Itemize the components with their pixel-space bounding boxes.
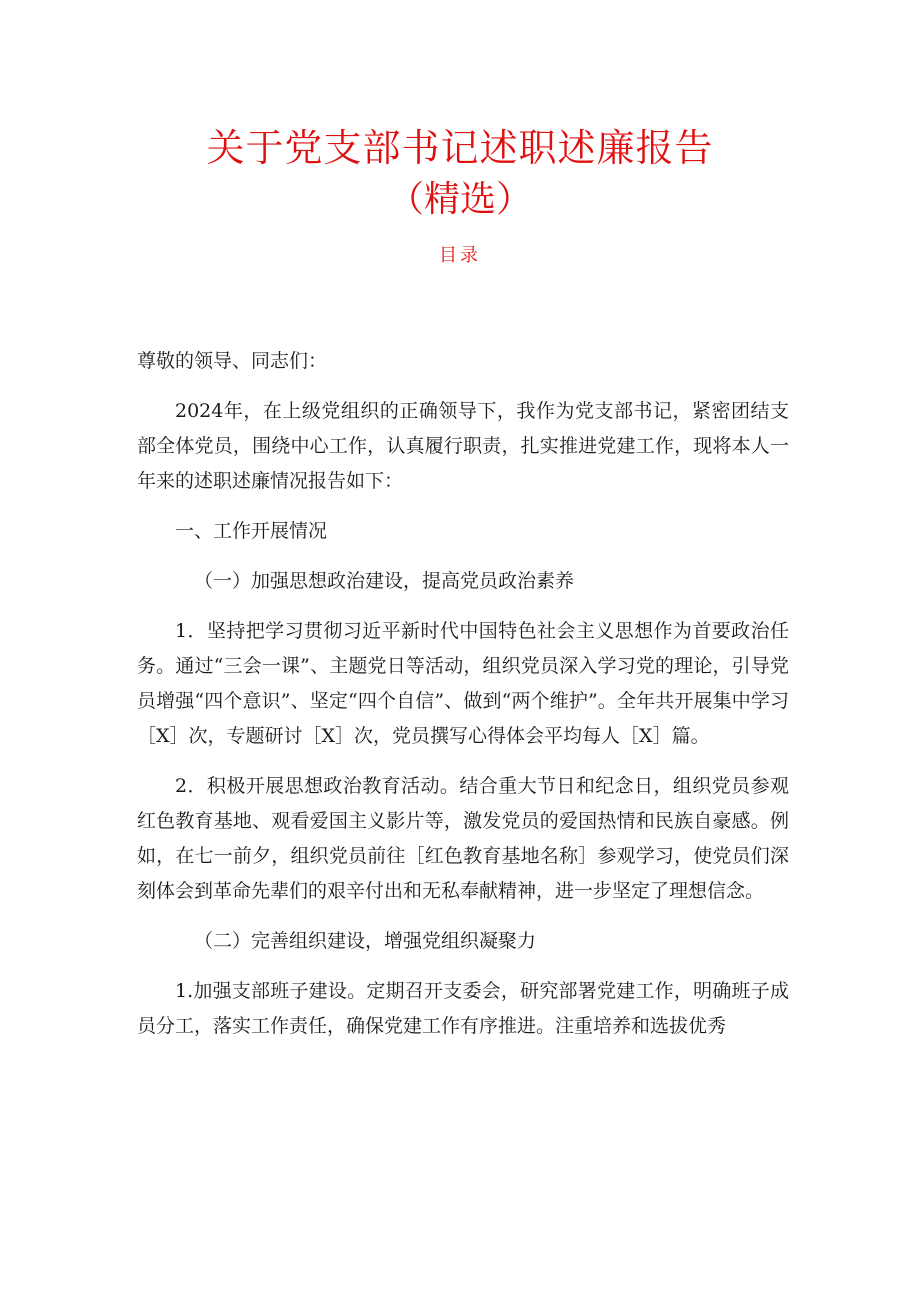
salutation: 尊敬的领导、同志们： [137, 350, 328, 372]
intro-paragraph: 2024年，在上级党组织的正确领导下，我作为党支部书记，紧密团结支部全体党员，围绕中心工作，认真履行职责，扎实推进党建工作，现将本人一年来的述职述廉情况报告如下： [137, 400, 789, 492]
paragraph-3: 1.加强支部班子建设。定期召开支委会，研究部署党建工作，明确班子成员分工，落实工作责任，确保党建工作有序推进。注重培养和选拔优秀 [137, 980, 789, 1037]
document-body [137, 344, 789, 1059]
paragraph-1: 1．坚持把学习贯彻习近平新时代中国特色社会主义思想作为首要政治任务。通过“三会一课”、主题党日等活动，组织党员深入学习党的理论，引导党员增强“四个意识”、坚定“四个自信”、做到“两个维护”。全年共开展集中学习［X］次，专题研讨［X］次，党员撰写心得体会平均每人［X］篇。 [137, 620, 789, 747]
title-line-2: （精选） [387, 179, 532, 220]
toc-label: 目录 [439, 245, 481, 266]
paragraph-2: 2．积极开展思想政治教育活动。结合重大节日和纪念日，组织党员参观红色教育基地、观看爱国主义影片等，激发党员的爱国热情和民族自豪感。例如，在七一前夕，组织党员前往［红色教育基地名称］参观学习，使党员们深刻体会到革命先辈们的艰辛付出和无私奉献精神，进一步坚定了理想信念。 [137, 775, 789, 902]
subsection-heading-1: （一）加强思想政治建设，提高党员政治素养 [194, 570, 575, 592]
section-heading-1: 一、工作开展情况 [175, 520, 328, 542]
subsection-heading-2: （二）完善组织建设，增强党组织凝聚力 [194, 930, 537, 952]
document-title [0, 122, 920, 226]
title-line-1: 关于党支部书记述职述廉报告 [206, 126, 714, 170]
